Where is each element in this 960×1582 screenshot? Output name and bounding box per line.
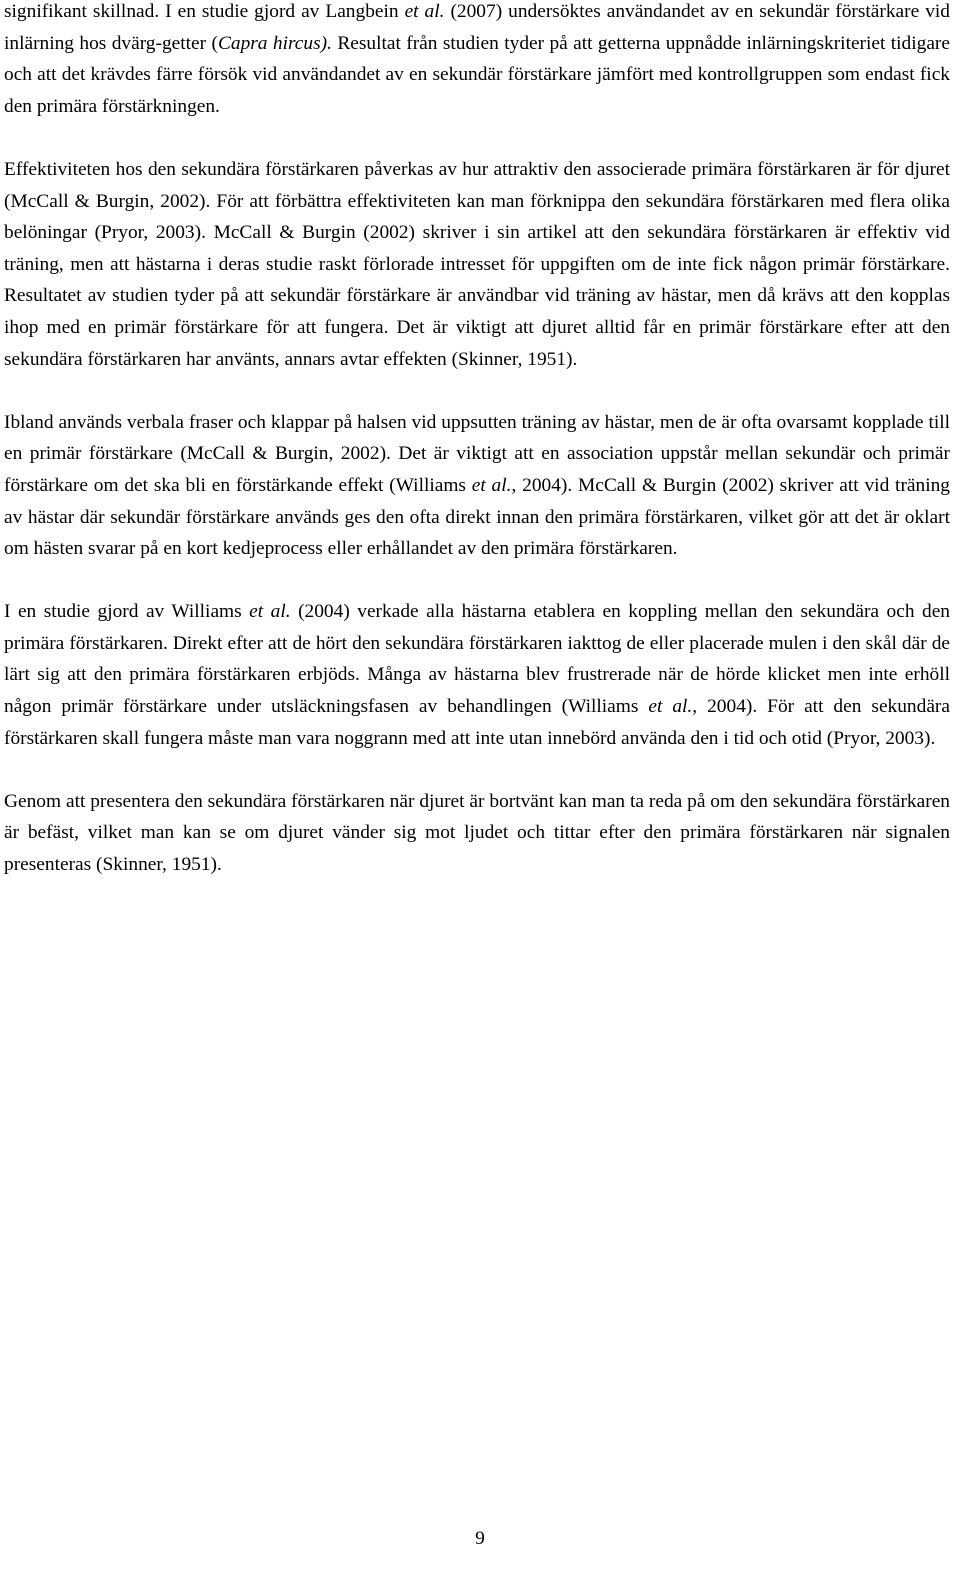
paragraph-5 <box>4 786 950 881</box>
paragraph-2 <box>4 154 950 375</box>
italic-text: et al. <box>404 1 445 22</box>
text-run: signifikant skillnad. I en studie gjord av Langbein <box>4 1 405 22</box>
italic-text: et al. <box>249 601 291 623</box>
text-run: Effektiviteten hos den sekundära förstärkaren påverkas av hur attraktiv den associerade primära förstärkaren är för djuret (McCall & Burgin, 2002). För att förbättra effektiviteten kan man förknippa den sekundära förstärkaren med flera olika belöningar (Pryor, 2003). McCall & Burgin (2002) skriver i sin artikel att den sekundära förstärkaren är effektiv vid träning, men att hästarna i deras studie raskt förlorade intresset för uppgiften om de inte fick någon primär förstärkare. Resultatet av studien tyder på att sekundär förstärkare är användbar vid träning av hästar, men då krävs att den kopplas ihop med en primär förstärkare för att fungera. Det är viktigt att djuret alltid får en primär förstärkare efter att den sekundära förstärkaren har använts, annars avtar effekten (Skinner, 1951). <box>4 158 950 370</box>
text-run: , 2004). För att den sekundära förstärkaren skall fungera måste man vara noggrann med att inte utan innebörd använda den i tid och otid (Pryor, 2003). <box>4 696 950 749</box>
text-run: Genom att presentera den sekundära förstärkaren när djuret är bortvänt kan man ta reda på om den sekundära förstärkaren är befäst, vilket man kan se om djuret vänder sig mot ljudet och tittar efter den primära förstärkaren när signalen presenteras (Skinner, 1951). <box>4 790 950 876</box>
text-run: , 2004). McCall & Burgin (2002) skriver att vid träning av hästar där sekundär förstärkare används ges den ofta direkt innan den primära förstärkaren, vilket gör att det är oklart om hästen svarar på en kort kedjeprocess eller erhållandet av den primära förstärkaren. <box>4 474 950 560</box>
text-run: (2007) undersöktes användandet av en sekundär förstärkare vid inlärning hos dvärg-getter ( <box>4 1 950 54</box>
paragraph-3 <box>4 407 950 565</box>
text-run: (2004) verkade alla hästarna etablera en koppling mellan den sekundära och den primära förstärkaren. Direkt efter att de hört den sekundära förstärkaren iakttog de eller placerade mulen i den skål där de lärt sig att den primära förstärkaren erbjöds. Många av hästarna blev frustrerade när de hörde klicket men inte erhöll någon primär förstärkare under utsläckningsfasen av behandlingen (Williams <box>4 601 951 718</box>
text-run: Ibland används verbala fraser och klappar på halsen vid uppsutten träning av hästar, men de är ofta ovarsamt kopplade till en primär förstärkare (McCall & Burgin, 2002). Det är viktigt att en association uppstår mellan sekundär och primär förstärkare om det ska bli en förstärkande effekt (Williams <box>4 411 950 496</box>
document-body <box>4 0 950 912</box>
text-run: I en studie gjord av Williams <box>4 601 250 623</box>
italic-text: et al. <box>648 696 693 718</box>
paragraph-1 <box>4 0 950 122</box>
italic-text: Capra hircus). <box>217 32 332 54</box>
text-run: Resultat från studien tyder på att getterna uppnådde inlärningskriteriet tidigare och att det krävdes färre försök vid användandet av en sekundär förstärkare jämfört med kontrollgruppen som endast fick den primära förstärkningen. <box>4 32 950 117</box>
italic-text: et al. <box>471 474 512 496</box>
page-number: 9 <box>475 1528 485 1549</box>
paragraph-4 <box>4 596 950 754</box>
